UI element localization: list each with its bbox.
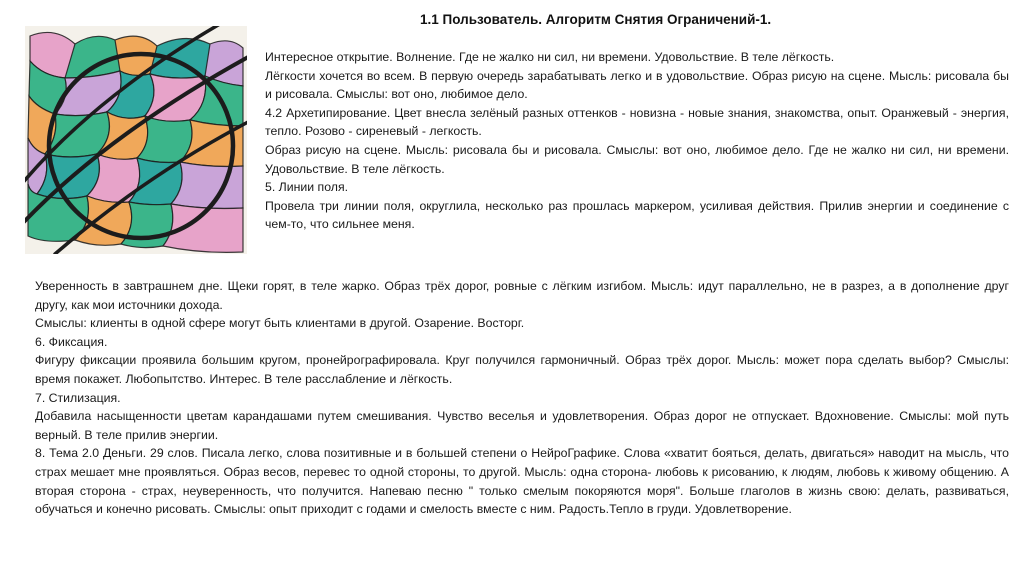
- section-heading: 7. Стилизация.: [35, 390, 121, 405]
- slide-title: 1.1 Пользователь. Алгоритм Снятия Ограничений-1.: [420, 12, 772, 27]
- paragraph: Уверенность в завтрашнем дне. Щеки горят, в теле жарко. Образ трёх дорог, ровные с лёгким изгибом. Мысль: идут параллельно, не в разрез, а в дополнение друг другу, как мои источники дохода.: [35, 279, 1009, 312]
- bottom-text-block: [35, 277, 1009, 519]
- paragraph: 8. Тема 2.0 Деньги. 29 слов. Писала легко, слова позитивные и в большей степени о НейроГрафике. Слова «хватит бояться, делать, двигаться» наводит на мысль, что страх мешает мне проявляться. Образ весов, перевес то одной стороны, то другой. Мысль: одна сторона- любовь к рисованию, к людям, любовь к живому общению. А вторая сторона - страх, неуверенность, что получится. Напеваю песню " только смелым покоряются моря". Больше глаголов в жизнь свою: делать, развиваться, обучаться и конечно рисовать. Смыслы: опыт приходит с годами и смелость вместе с ним. Радость.Тепло в груди. Удовлетворение.: [35, 446, 1009, 517]
- paragraph: Фигуру фиксации проявила большим кругом, пронейрографировала. Круг получился гармоничный. Образ трёх дорог. Мысль: может пора сделать выбор? Смыслы: время покажет. Любопытство. Интерес. В теле расслабление и лёгкость.: [35, 353, 1009, 386]
- top-text-block: [265, 48, 1009, 234]
- paragraph: Интересное открытие. Волнение. Где не жалко ни сил, ни времени. Удовольствие. В теле лёгкость.: [265, 50, 835, 64]
- paragraph: Добавила насыщенности цветам карандашами путем смешивания. Чувство веселья и удовлетворения. Образ дорог не отпускает. Вдохновение. Смыслы: мой путь верный. В теле прилив энергии.: [35, 409, 1009, 442]
- section-heading: 6. Фиксация.: [35, 334, 108, 349]
- paragraph: Провела три линии поля, округлила, несколько раз прошлась маркером, усиливая действия. Прилив энергии и соединение с чем-то, что сильнее меня.: [265, 198, 1009, 232]
- paragraph: Образ рисую на сцене. Мысль: рисовала бы и рисовала. Смыслы: вот оно, любимое дело. Где не жалко ни сил, ни времени. Удовольствие. В теле лёгкость.: [265, 142, 1009, 176]
- paragraph: Лёгкости хочется во всем. В первую очередь зарабатывать легко и в удовольствие. Образ рисую на сцене. Мысль: рисовала бы и рисовала. Смыслы: вот оно, любимое дело.: [265, 68, 1009, 102]
- paragraph: 4.2 Архетипирование. Цвет внесла зелёный разных оттенков - новизна - новые знания, знакомства, опыт. Оранжевый - энергия, тепло. Розово - сиреневый - легкость.: [265, 105, 1009, 139]
- paragraph: Смыслы: клиенты в одной сфере могут быть клиентами в другой. Озарение. Восторг.: [35, 316, 525, 331]
- neurographic-drawing: [25, 26, 247, 254]
- section-heading: 5. Линии поля.: [265, 180, 349, 195]
